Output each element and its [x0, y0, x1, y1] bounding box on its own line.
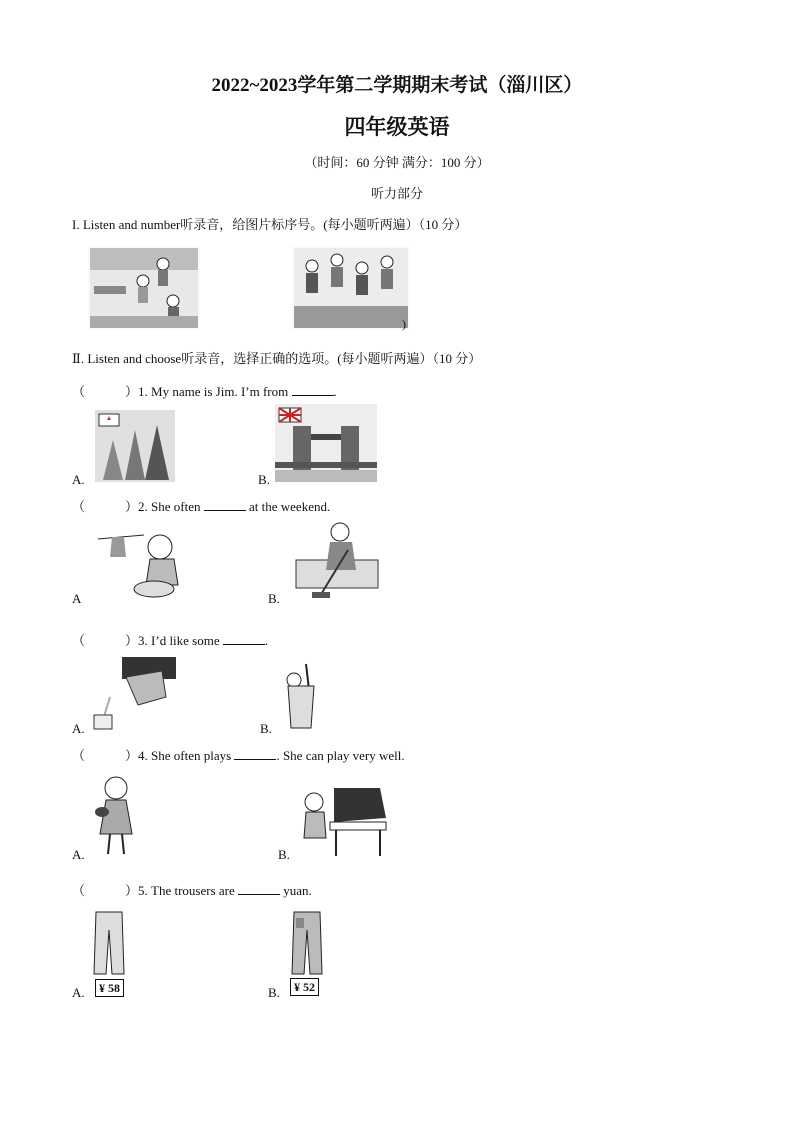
question-text: 4. She often plays — [138, 748, 235, 763]
picture-tower-bridge — [275, 404, 377, 482]
answer-blank[interactable] — [292, 384, 334, 396]
picture-trousers-a — [92, 910, 126, 976]
section2-label: Ⅱ. Listen and choose听录音，选择正确的选项。(每小题听两遍）（10 分） — [72, 351, 482, 366]
question-5: （ ）5. The trousers are yuan. — [72, 883, 312, 898]
question-4: （ ）4. She often plays . She can play very well. — [72, 748, 405, 763]
option-b-label[interactable]: B. — [260, 721, 272, 736]
answer-blank[interactable] — [234, 748, 276, 760]
exam-subtitle: 四年级英语 — [344, 115, 450, 139]
exam-info: （时间：60 分钟 满分：100 分） — [304, 155, 490, 170]
question-3: （ ）3. I’d like some . — [72, 633, 269, 648]
option-a-label[interactable]: A. — [72, 847, 85, 862]
question-text: 2. She often — [138, 499, 204, 514]
exam-title: 2022~2023学年第二学期期末考试（淄川区） — [211, 75, 583, 96]
option-a-label[interactable]: A. — [72, 472, 85, 487]
question-1: （ ）1. My name is Jim. I’m from . — [72, 384, 337, 399]
paren-close: ） — [125, 384, 139, 399]
picture-girl-mopping — [290, 520, 382, 602]
question-2: （ ）2. She often at the weekend. — [72, 499, 331, 514]
option-b-label[interactable]: B. — [278, 847, 290, 862]
picture-girl-washing-clothes — [94, 527, 190, 601]
picture-canada-forest — [95, 410, 175, 482]
question-text: 1. My name is Jim. I’m from — [138, 384, 292, 399]
picture-girl-violin — [90, 772, 142, 858]
answer-blank[interactable] — [238, 883, 280, 895]
option-b-label[interactable]: B. — [258, 472, 270, 487]
option-b-label[interactable]: B. — [268, 591, 280, 606]
picture-classroom-kids — [88, 246, 200, 330]
option-a-label[interactable]: A — [72, 591, 82, 606]
picture-kids-dancing — [292, 246, 410, 330]
question-text: 3. I’d like some — [138, 633, 223, 648]
option-a-label[interactable]: A. — [72, 985, 85, 1000]
part-heading: 听力部分 — [370, 186, 423, 201]
answer-blank[interactable] — [204, 499, 246, 511]
question-text: 5. The trousers are — [138, 883, 239, 898]
price-tag-a: ¥ 58 — [95, 979, 124, 997]
section1-label: I. Listen and number听录音，给图片标序号。(每小题听两遍）（10 分） — [72, 217, 468, 232]
picture-pouring-water — [92, 657, 176, 731]
option-a-label[interactable]: A. — [72, 721, 85, 736]
answer-blank[interactable] — [223, 633, 265, 645]
picture-juice-glass — [280, 660, 322, 732]
paren-mark: ) — [402, 317, 406, 331]
option-b-label[interactable]: B. — [268, 985, 280, 1000]
price-tag-b: ¥ 52 — [290, 978, 319, 996]
paren-open: （ — [72, 384, 86, 399]
picture-girl-piano — [300, 778, 388, 858]
picture-trousers-b — [290, 910, 324, 976]
